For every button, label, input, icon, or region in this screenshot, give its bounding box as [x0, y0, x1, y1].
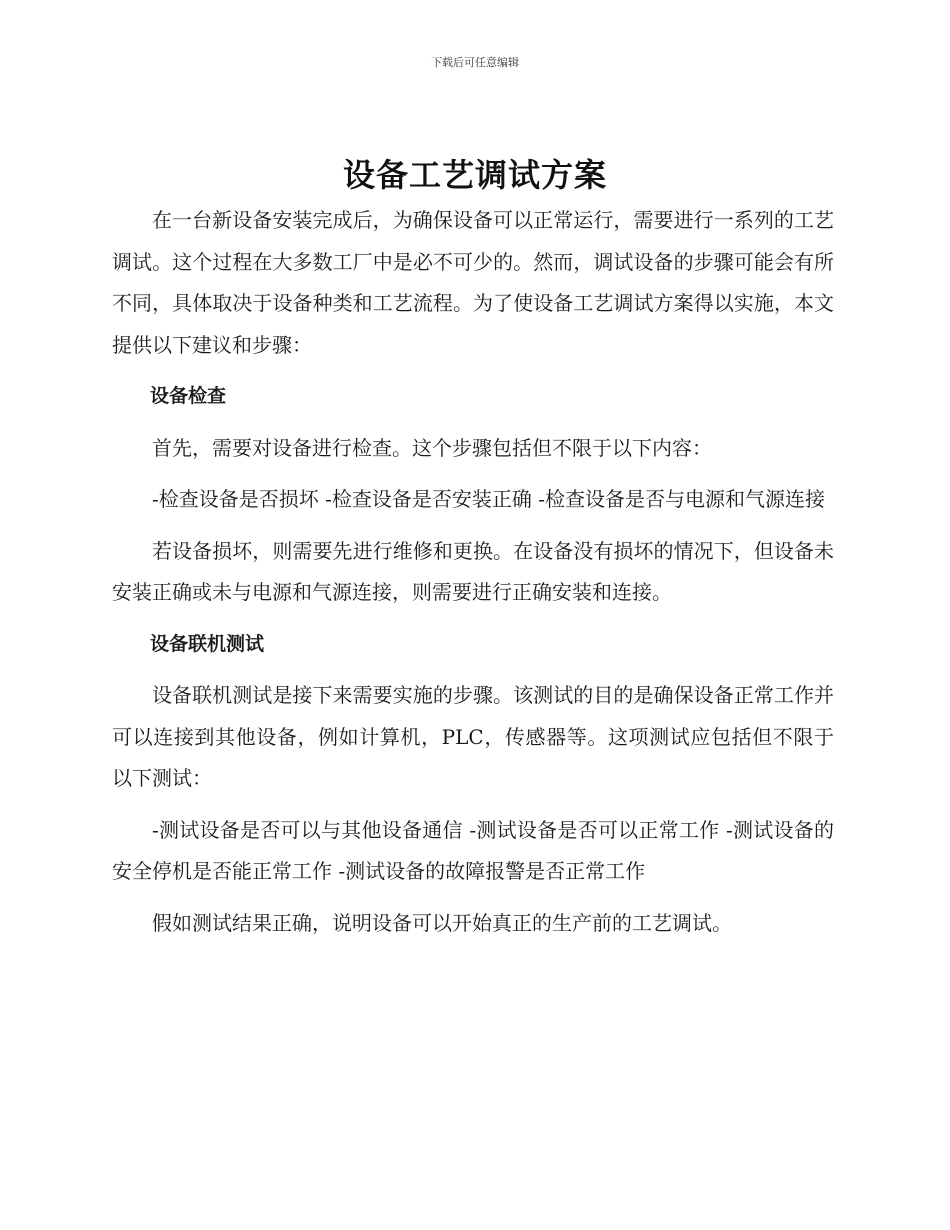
paragraph: 首先，需要对设备进行检查。这个步骤包括但不限于以下内容：: [152, 435, 712, 460]
checklist-paragraph: -测试设备是否可以与其他设备通信 -测试设备是否可以正常工作 -测试设备的安全停机是否能正常工作 -测试设备的故障报警是否正常工作: [112, 817, 834, 883]
document-body: [112, 200, 834, 954]
paragraph: 若设备损坏，则需要先进行维修和更换。在设备没有损坏的情况下，但设备未安装正确或未与电源和气源连接，则需要进行正确安装和连接。: [112, 538, 834, 604]
checklist-paragraph: -检查设备是否损坏 -检查设备是否安装正确 -检查设备是否与电源和气源连接: [152, 487, 825, 511]
document-title: 设备工艺调试方案: [342, 156, 607, 194]
header-note: 下载后可任意编辑: [431, 56, 519, 69]
paragraph: 设备联机测试是接下来需要实施的步骤。该测试的目的是确保设备正常工作并可以连接到其他设备，例如计算机，PLC，传感器等。这项测试应包括但不限于以下测试：: [112, 683, 834, 790]
intro-paragraph: 在一台新设备安装完成后，为确保设备可以正常运行，需要进行一系列的工艺调试。这个过程在大多数工厂中是必不可少的。然而，调试设备的步骤可能会有所不同，具体取决于设备种类和工艺流程。为了使设备工艺调试方案得以实施，本文提供以下建议和步骤：: [112, 208, 834, 357]
paragraph: 假如测试结果正确，说明设备可以开始真正的生产前的工艺调试。: [152, 910, 732, 935]
section-heading-equipment-check: 设备检查: [150, 385, 227, 407]
section-heading-online-test: 设备联机测试: [150, 632, 265, 655]
